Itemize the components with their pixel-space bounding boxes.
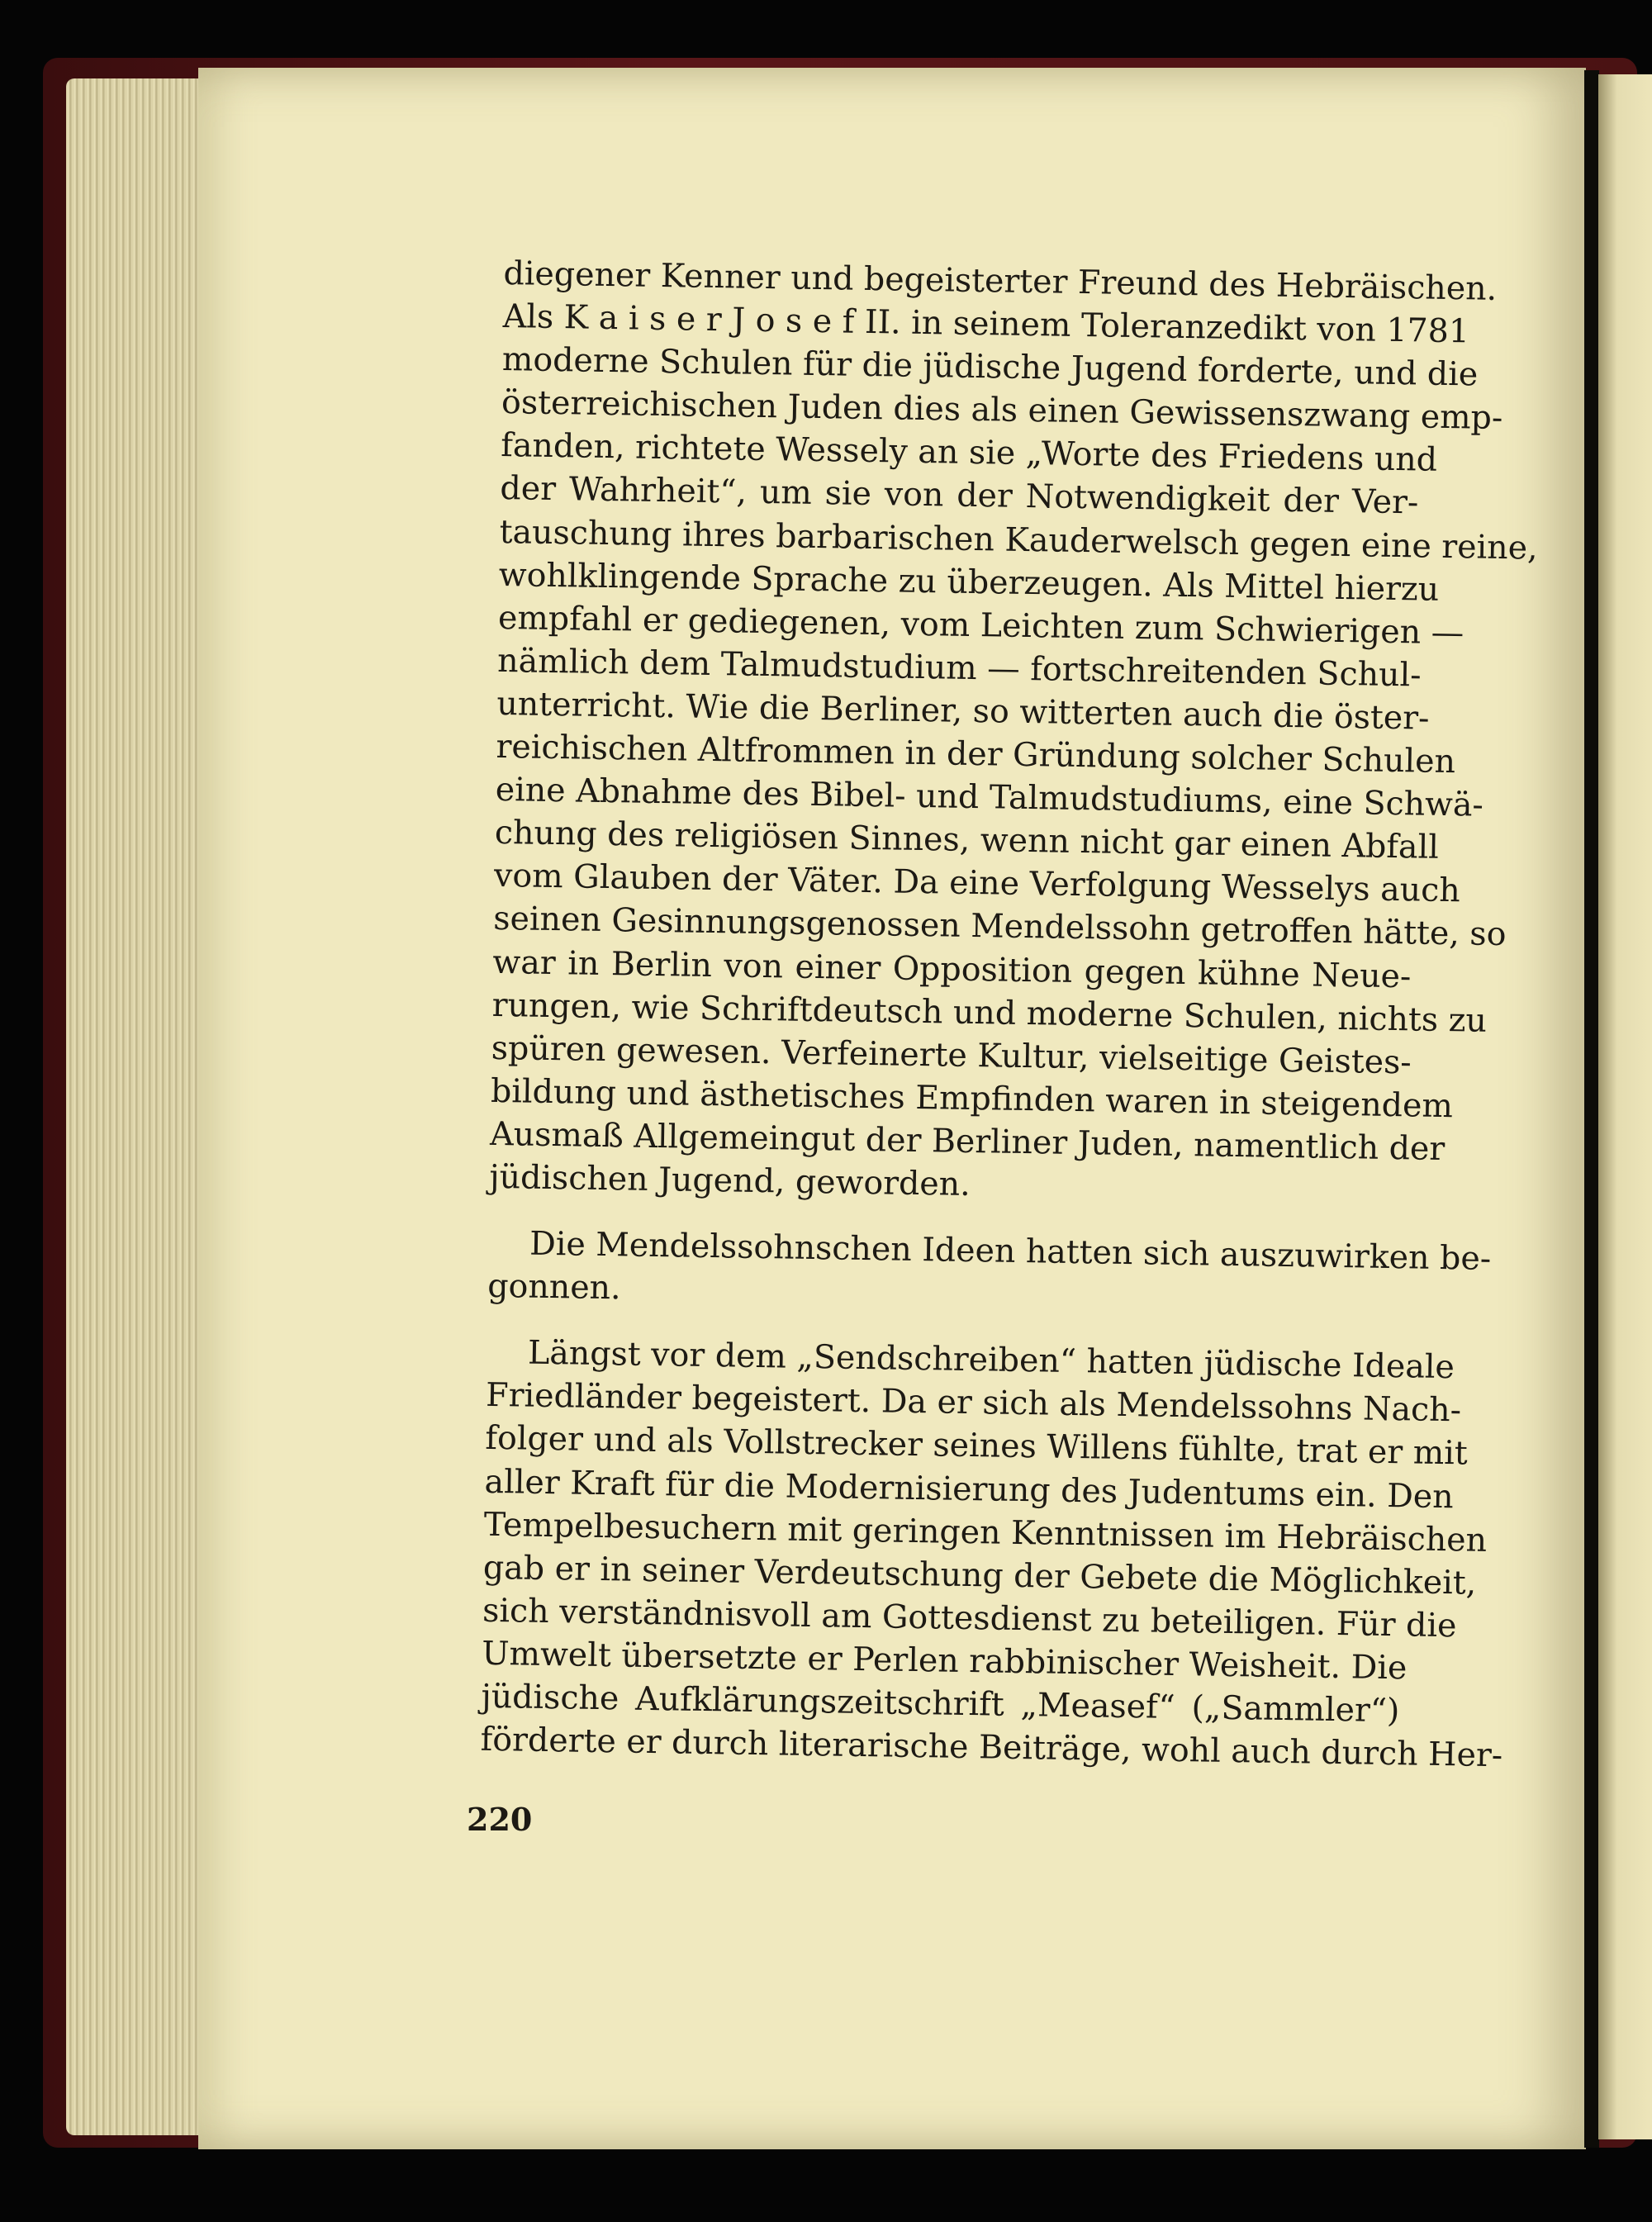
text-line: chung des religiösen Sinnes, wenn nicht gar einen Abfall bbox=[494, 814, 1440, 867]
text-line: seinen Gesinnungsgenossen Mendelssohn getroffen hätte, so bbox=[492, 900, 1507, 954]
text-line: Längst vor dem „Sendschreiben“ hatten jüdische Ideale bbox=[527, 1333, 1455, 1387]
text-line: eine Abnahme des Bibel- und Talmudstudiums, eine Schwä- bbox=[495, 771, 1484, 824]
text-line: Umwelt übersetzte er Perlen rabbinischer Weisheit. Die bbox=[481, 1634, 1408, 1688]
text-line: diegener Kenner und begeisterter Freund des Hebräischen. bbox=[503, 254, 1498, 308]
text-line: Friedländer begeistert. Da er sich als Mendelssohns Nach- bbox=[485, 1376, 1462, 1430]
text-line: war in Berlin von einer Opposition gegen kühne Neue- bbox=[492, 942, 1412, 995]
text-line: folger und als Vollstrecker seines Willens fühlte, trat er mit bbox=[485, 1419, 1469, 1473]
text-line: sich verständnisvoll am Gottesdienst zu beteiligen. Für die bbox=[482, 1591, 1457, 1645]
text-line: österreichischen Juden dies als einen Gewissenszwang emp- bbox=[501, 383, 1503, 438]
text-line: nämlich dem Talmudstudium — fortschreitenden Schul- bbox=[496, 641, 1422, 695]
paragraph bbox=[480, 1331, 1503, 1775]
text-line: reichischen Altfrommen in der Gründung solcher Schulen bbox=[496, 727, 1456, 781]
text-line: gab er in seiner Verdeutschung der Gebete die Möglichkeit, bbox=[482, 1548, 1477, 1602]
text-line: gonnen. bbox=[487, 1267, 622, 1308]
paragraph bbox=[487, 1222, 1492, 1322]
text-line: Ausmaß Allgemeingut der Berliner Juden, namentlich der bbox=[489, 1114, 1446, 1168]
book-gutter bbox=[1584, 70, 1599, 2148]
text-line: empfahl er gediegenen, vom Leichten zum Schwierigen — bbox=[497, 598, 1464, 653]
text-line: bildung und ästhetisches Empfinden waren in steigendem bbox=[490, 1071, 1454, 1125]
text-line: förderte er durch literarische Beiträge, wohl auch durch Her- bbox=[480, 1720, 1503, 1775]
text-line: jüdischen Jugend, geworden. bbox=[489, 1157, 971, 1204]
text-line: tauschung ihres barbarischen Kauderwelsch gegen eine reine, bbox=[499, 512, 1538, 567]
text-line: Als K a i s e r J o s e f II. in seinem Toleranzedikt von 1781 bbox=[502, 297, 1470, 351]
text-line: unterricht. Wie die Berliner, so witterten auch die öster- bbox=[496, 684, 1430, 738]
text-line: wohlklingende Sprache zu überzeugen. Als Mittel hierzu bbox=[498, 555, 1440, 609]
text-line: rungen, wie Schriftdeutsch und moderne Schulen, nichts zu bbox=[491, 985, 1488, 1040]
text-line: vom Glauben der Väter. Da eine Verfolgung Wesselys auch bbox=[493, 857, 1461, 910]
text-line: Tempelbesuchern mit geringen Kenntnissen im Hebräischen bbox=[483, 1505, 1488, 1560]
paragraph bbox=[489, 252, 1538, 1213]
text-line: moderne Schulen für die jüdische Jugend forderte, und die bbox=[501, 340, 1479, 394]
text-line: fanden, richtete Wessely an sie „Worte des Friedens und bbox=[500, 426, 1438, 480]
facing-page bbox=[1598, 74, 1652, 2139]
text-line: der Wahrheit“, um sie von der Notwendigkeit der Ver- bbox=[500, 469, 1419, 522]
page-number: 220 bbox=[467, 1801, 533, 1838]
text-line: Die Mendelssohnschen Ideen hatten sich auszuwirken be- bbox=[529, 1224, 1492, 1278]
text-line: jüdische Aufklärungszeitschrift „Measef“ („Sammler“) bbox=[481, 1677, 1400, 1731]
text-line: spüren gewesen. Verfeinerte Kultur, vielseitige Geistes- bbox=[491, 1028, 1412, 1082]
text-line: aller Kraft für die Modernisierung des Judentums ein. Den bbox=[484, 1462, 1455, 1516]
page-text bbox=[480, 252, 1538, 1775]
